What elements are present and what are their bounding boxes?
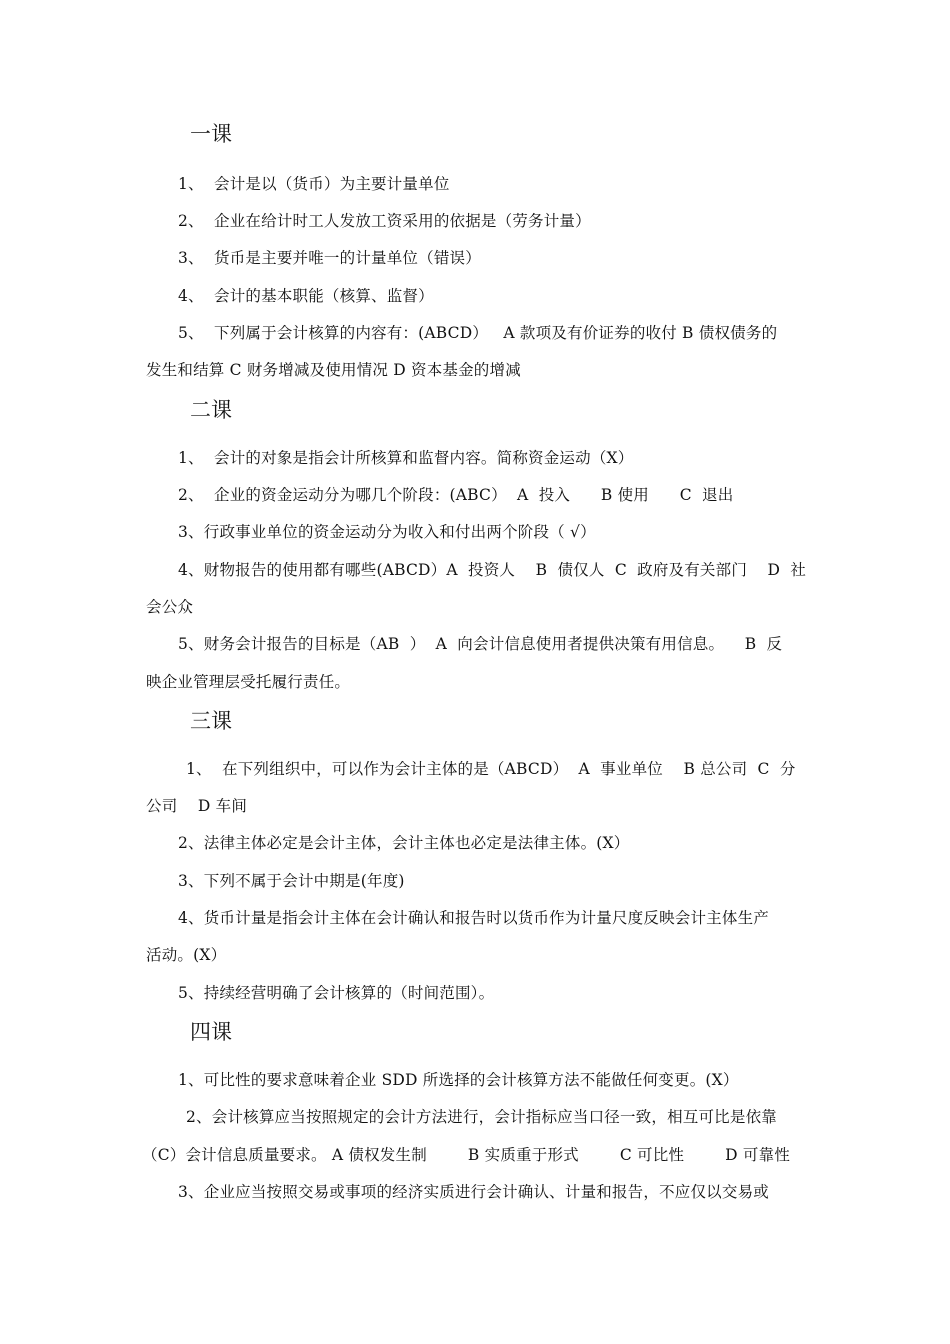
lesson-1-title: 一课 bbox=[190, 122, 232, 146]
lesson-2-line-4: 4、财物报告的使用都有哪些(ABCD）A 投资人 B 债仅人 C 政府及有关部门 D 社 bbox=[178, 561, 807, 579]
lesson-4-line-1: 1、可比性的要求意味着企业 SDD 所选择的会计核算方法不能做任何变更。(X） bbox=[178, 1071, 739, 1089]
lesson-1-line-2: 2、 企业在给计时工人发放工资采用的依据是（劳务计量） bbox=[178, 212, 591, 230]
lesson-4-line-3: （C）会计信息质量要求。 A 债权发生制 B 实质重于形式 C 可比性 D 可靠性 bbox=[142, 1146, 791, 1164]
lesson-3-line-5: 4、货币计量是指会计主体在会计确认和报告时以货币作为计量尺度反映会计主体生产 bbox=[178, 909, 769, 927]
lesson-1-line-3: 3、 货币是主要并唯一的计量单位（错误） bbox=[178, 249, 481, 267]
lesson-4-line-2: 2、会计核算应当按照规定的会计方法进行，会计指标应当口径一致，相互可比是依靠 bbox=[186, 1108, 777, 1126]
lesson-3-line-6: 活动。(X） bbox=[146, 946, 227, 964]
lesson-1-line-5: 5、 下列属于会计核算的内容有：(ABCD） A 款项及有价证券的收付 B 债权债务的 bbox=[178, 324, 778, 342]
lesson-1-line-6: 发生和结算 C 财务增减及使用情况 D 资本基金的增减 bbox=[146, 361, 521, 379]
lesson-3-line-2: 公司 D 车间 bbox=[146, 797, 248, 815]
lesson-3-title: 三课 bbox=[190, 709, 232, 733]
lesson-2-line-7: 映企业管理层受托履行责任。 bbox=[146, 673, 351, 691]
lesson-2-line-5: 会公众 bbox=[146, 598, 194, 616]
lesson-4-line-4: 3、企业应当按照交易或事项的经济实质进行会计确认、计量和报告，不应仅以交易或 bbox=[178, 1183, 769, 1201]
lesson-3-line-4: 3、下列不属于会计中期是(年度) bbox=[178, 872, 405, 890]
lesson-2-line-2: 2、 企业的资金运动分为哪几个阶段：(ABC） A 投入 B 使用 C 退出 bbox=[178, 486, 734, 504]
lesson-4-title: 四课 bbox=[190, 1020, 232, 1044]
lesson-2-title: 二课 bbox=[190, 398, 232, 422]
lesson-2-line-1: 1、 会计的对象是指会计所核算和监督内容。简称资金运动（X） bbox=[178, 449, 634, 467]
lesson-3-line-7: 5、持续经营明确了会计核算的（时间范围）。 bbox=[178, 984, 495, 1002]
lesson-2-line-6: 5、财务会计报告的目标是（AB ） A 向会计信息使用者提供决策有用信息。 B 反 bbox=[178, 635, 783, 653]
lesson-2-line-3: 3、行政事业单位的资金运动分为收入和付出两个阶段（ √） bbox=[178, 523, 596, 541]
lesson-1-line-1: 1、 会计是以（货币）为主要计量单位 bbox=[178, 175, 450, 193]
lesson-3-line-3: 2、法律主体必定是会计主体，会计主体也必定是法律主体。(X） bbox=[178, 834, 630, 852]
lesson-3-line-1: 1、 在下列组织中，可以作为会计主体的是（ABCD） A 事业单位 B 总公司 C 分 bbox=[186, 760, 796, 778]
lesson-1-line-4: 4、 会计的基本职能（核算、监督） bbox=[178, 287, 434, 305]
